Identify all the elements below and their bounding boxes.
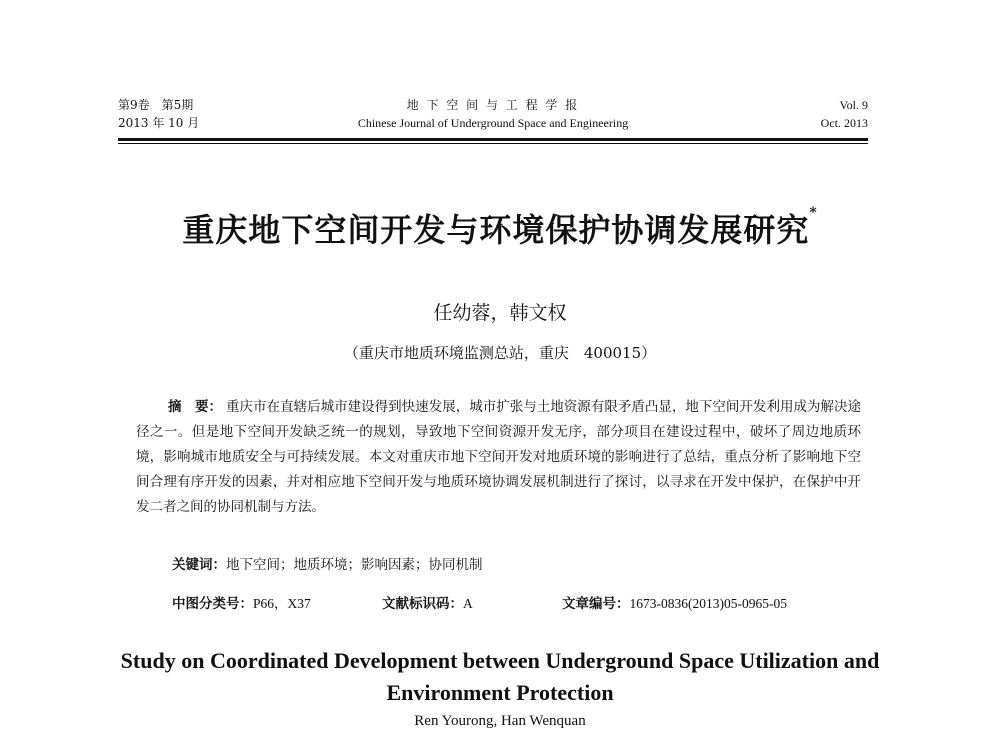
- abstract: [136, 395, 861, 520]
- journal-name: [118, 96, 868, 132]
- clc-number: [172, 594, 311, 614]
- article-number-label: 文章编号：: [562, 596, 630, 612]
- volume-en: Vol. 9: [839, 98, 868, 112]
- clc-value: P66，X37: [253, 596, 311, 611]
- keywords: [172, 555, 483, 575]
- abstract-text: 重庆市在直辖后城市建设得到快速发展，城市扩张与土地资源有限矛盾凸显，地下空间开发利用成为解决途径之一。但是地下空间开发缺乏统一的规划，导致地下空间资源开发无序，部分项目在建设过程中，破坏了周边地质环境，影响城市地质安全与可持续发展。本文对重庆市地下空间开发对地质环境的影响进行了总结，重点分析了影响地下空间合理有序开发的因素，并对相应地下空间开发与地质环境协调发展机制进行了探讨，以寻求在开发中保护，在保护中开发二者之间的协同机制与方法。: [136, 399, 862, 515]
- paper-title-cn: [0, 205, 1000, 251]
- journal-name-en: Chinese Journal of Underground Space and Engineering: [357, 116, 629, 130]
- document-code: [382, 594, 473, 614]
- authors-cn: 任幼蓉，韩文权: [433, 302, 567, 324]
- journal-header: [118, 96, 868, 136]
- paper-title-en: Study on Coordinated Development between Underground Space Utilization and Environment Protection: [120, 648, 880, 705]
- affiliation-cn: （重庆市地质环境监测总站，重庆 400015）: [343, 344, 657, 362]
- journal-name-cn: 地 下 空 间 与 工 程 学 报: [406, 98, 580, 112]
- volume-info-en: [821, 96, 868, 132]
- issue-date: 2013 年 10 月: [118, 116, 200, 130]
- doc-code-value: A: [463, 596, 473, 611]
- title-cn-text: 重庆地下空间开发与环境保护协调发展研究: [182, 211, 810, 249]
- keywords-label: 关键词：: [172, 557, 226, 573]
- doc-code-label: 文献标识码：: [382, 596, 463, 612]
- article-number: [562, 594, 787, 614]
- article-number-value: 1673-0836(2013)05-0965-05: [629, 596, 787, 611]
- abstract-label: 摘 要：: [168, 399, 223, 415]
- header-rule-thin: [118, 143, 868, 144]
- keywords-text: 地下空间；地质环境；影响因素；协同机制: [226, 557, 483, 573]
- date-en: Oct. 2013: [820, 116, 868, 130]
- header-rule-thick: [118, 138, 868, 141]
- authors-en: Ren Yourong, Han Wenquan: [414, 713, 586, 729]
- volume-issue: 第9卷 第5期: [118, 98, 194, 112]
- clc-label: 中图分类号：: [172, 596, 253, 612]
- title-footnote-mark: *: [809, 205, 818, 221]
